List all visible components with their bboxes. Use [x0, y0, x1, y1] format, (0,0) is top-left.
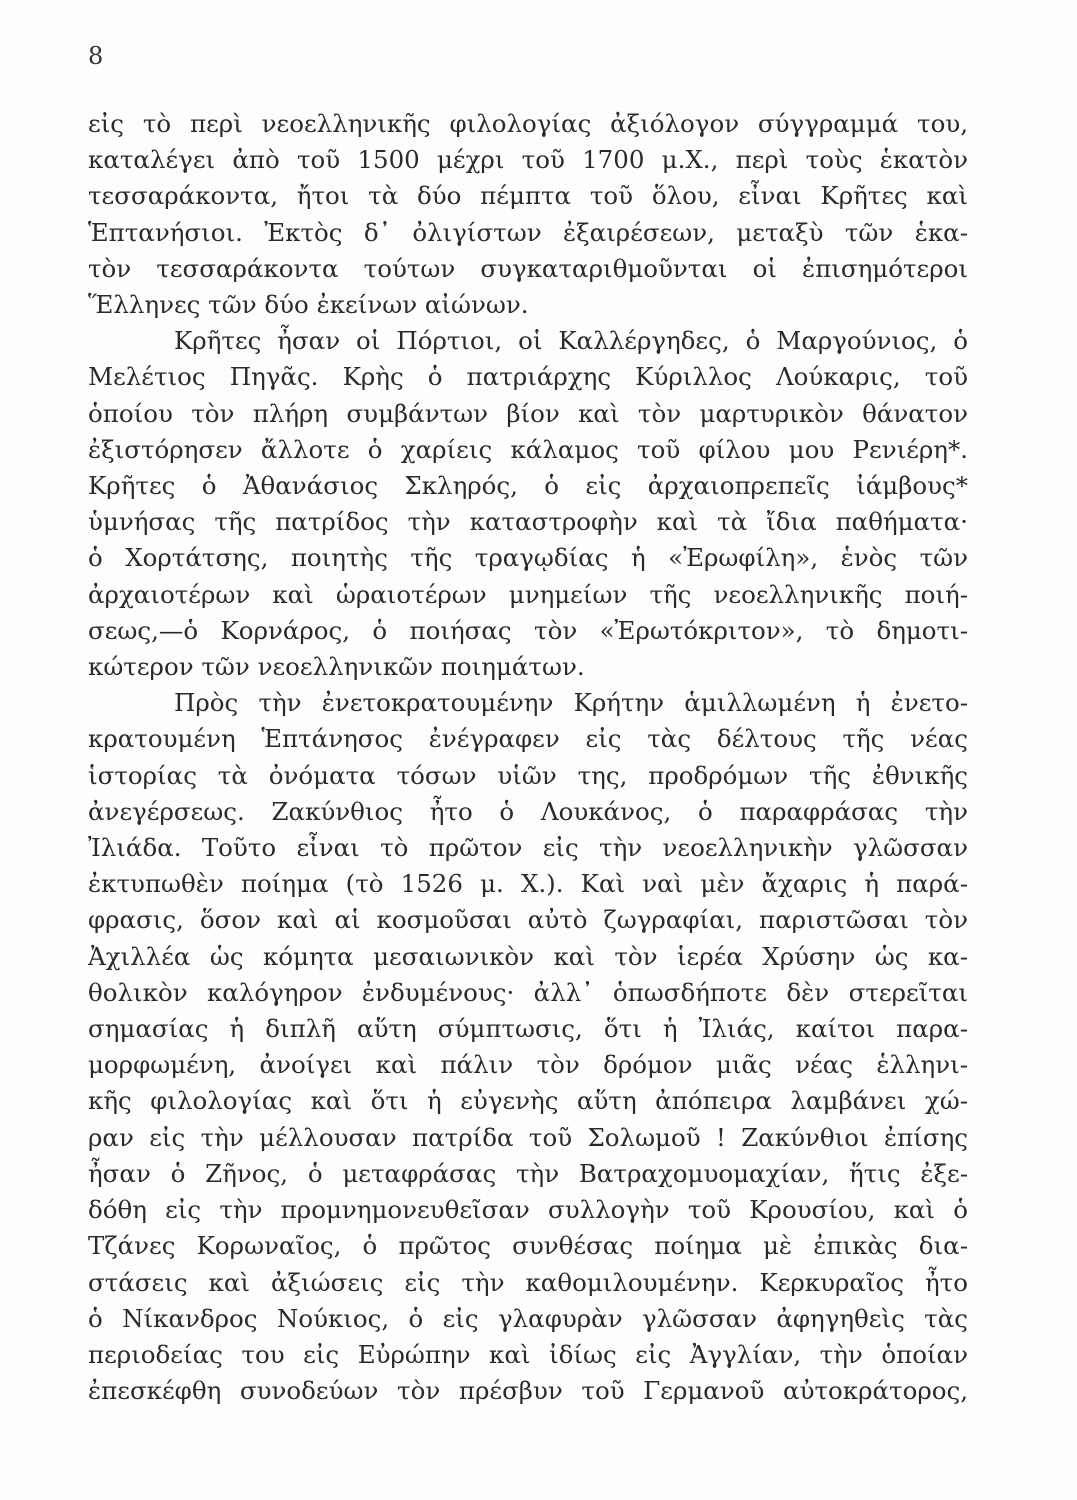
text-line: σημασίας ἡ διπλῆ αὕτη σύμπτωσις, ὅτι ἡ Ἰλιάς, καίτοι παρα- — [88, 1014, 968, 1044]
text-line: εἰς τὸ περὶ νεοελληνικῆς φιλολογίας ἀξιόλογον σύγγραμμά του, — [88, 109, 968, 138]
text-line: κώτερον τῶν νεοελληνικῶν ποιημάτων. — [88, 652, 585, 682]
text-line: ὁ Νίκανδρος Νούκιος, ὁ εἰς γλαφυρὰν γλῶσσαν ἀφηγηθεὶς τὰς — [88, 1303, 968, 1333]
body-text — [88, 106, 968, 1409]
text-line: τὸν τεσσαράκοντα τούτων συγκαταριθμοῦνται οἱ ἐπισημότεροι — [88, 253, 968, 283]
text-line: Ἀχιλλέα ὡς κόμητα μεσαιωνικὸν καὶ τὸν ἱερέα Χρύσην ὡς κα- — [88, 941, 968, 971]
text-line: κῆς φιλολογίας καὶ ὅτι ἡ εὐγενὴς αὕτη ἀπόπειρα λαμβάνει χώ- — [88, 1086, 968, 1116]
text-line: Κρῆτες ἦσαν οἱ Πόρτιοι, οἱ Καλλέργηδες, ὁ Μαργούνιος, ὁ — [174, 326, 968, 356]
text-line: ὑμνήσας τῆς πατρίδος τὴν καταστροφὴν καὶ τὰ ἴδια παθήματα· — [88, 507, 968, 537]
text-line: περιοδείας του εἰς Εὐρώπην καὶ ἰδίως εἰς Ἀγγλίαν, τὴν ὁποίαν — [88, 1339, 968, 1369]
text-line: καταλέγει ἀπὸ τοῦ 1500 μέχρι τοῦ 1700 μ.Χ., περὶ τοὺς ἑκατὸν — [88, 145, 968, 175]
text-line: φρασις, ὅσον καὶ αἱ κοσμοῦσαι αὐτὸ ζωγραφίαι, παριστῶσαι τὸν — [88, 905, 968, 935]
text-line: ραν εἰς τὴν μέλλουσαν πατρίδα τοῦ Σολωμοῦ ! Ζακύνθιοι ἐπίσης — [88, 1122, 968, 1152]
text-line: ἐκτυπωθὲν ποίημα (τὸ 1526 μ. Χ.). Καὶ ναὶ μὲν ἄχαρις ἡ παρά- — [88, 869, 968, 899]
text-line: ἐξιστόρησεν ἄλλοτε ὁ χαρίεις κάλαμος τοῦ φίλου μου Ρενιέρη*. — [88, 434, 968, 464]
text-line: ὁ Χορτάτσης, ποιητὴς τῆς τραγῳδίας ἡ «Ἐρωφίλη», ἑνὸς τῶν — [88, 543, 968, 573]
text-line: ἦσαν ὁ Ζῆνος, ὁ μεταφράσας τὴν Βατραχομυομαχίαν, ἥτις ἐξε- — [88, 1158, 968, 1188]
text-line: Πρὸς τὴν ἐνετοκρατουμένην Κρήτην ἁμιλλωμένη ἡ ἐνετο- — [174, 688, 968, 718]
text-line: Ἕλληνες τῶν δύο ἐκείνων αἰώνων. — [88, 290, 529, 320]
page-number: 8 — [88, 42, 104, 70]
text-line: ἀνεγέρσεως. Ζακύνθιος ἦτο ὁ Λουκάνος, ὁ παραφράσας τὴν — [88, 796, 968, 826]
text-line: κρατουμένη Ἑπτάνησος ἐνέγραφεν εἰς τὰς δέλτους τῆς νέας — [88, 724, 968, 754]
text-line: δόθη εἰς τὴν προμνημονευθεῖσαν συλλογὴν τοῦ Κρουσίου, καὶ ὁ — [88, 1195, 968, 1225]
text-line: ἐπεσκέφθη συνοδεύων τὸν πρέσβυν τοῦ Γερμανοῦ αὐτοκράτορος, — [88, 1376, 968, 1406]
text-line: τεσσαράκοντα, ἤτοι τὰ δύο πέμπτα τοῦ ὅλου, εἶναι Κρῆτες καὶ — [88, 181, 968, 211]
text-line: ὁποίου τὸν πλήρη συμβάντων βίον καὶ τὸν μαρτυρικὸν θάνατον — [88, 398, 968, 428]
text-line: Τζάνες Κορωναῖος, ὁ πρῶτος συνθέσας ποίημα μὲ ἐπικὰς δια- — [88, 1231, 968, 1261]
text-line: ἀρχαιοτέρων καὶ ὡραιοτέρων μνημείων τῆς νεοελληνικῆς ποιή- — [88, 579, 968, 609]
text-line: Ἑπτανήσιοι. Ἐκτὸς δ᾽ ὀλιγίστων ἐξαιρέσεων, μεταξὺ τῶν ἑκα- — [88, 217, 968, 247]
text-line: Ἰλιάδα. Τοῦτο εἶναι τὸ πρῶτον εἰς τὴν νεοελληνικὴν γλῶσσαν — [88, 833, 968, 863]
text-line: θολικὸν καλόγηρον ἐνδυμένους· ἀλλ᾽ ὁπωσδήποτε δὲν στερεῖται — [88, 977, 968, 1007]
text-line: Μελέτιος Πηγᾶς. Κρὴς ὁ πατριάρχης Κύριλλος Λούκαρις, τοῦ — [88, 362, 968, 392]
text-line: ἱστορίας τὰ ὀνόματα τόσων υἱῶν της, προδρόμων τῆς ἐθνικῆς — [88, 760, 968, 790]
text-line: Κρῆτες ὁ Ἀθανάσιος Σκληρός, ὁ εἰς ἀρχαιοπρεπεῖς ἰάμβους* — [88, 471, 968, 501]
text-line: σεως,—ὁ Κορνάρος, ὁ ποιήσας τὸν «Ἐρωτόκριτον», τὸ δημοτι- — [88, 615, 968, 645]
text-line: μορφωμένη, ἀνοίγει καὶ πάλιν τὸν δρόμον μιᾶς νέας ἑλληνι- — [88, 1050, 968, 1080]
text-line: στάσεις καὶ ἀξιώσεις εἰς τὴν καθομιλουμένην. Κερκυραῖος ἦτο — [88, 1267, 968, 1297]
